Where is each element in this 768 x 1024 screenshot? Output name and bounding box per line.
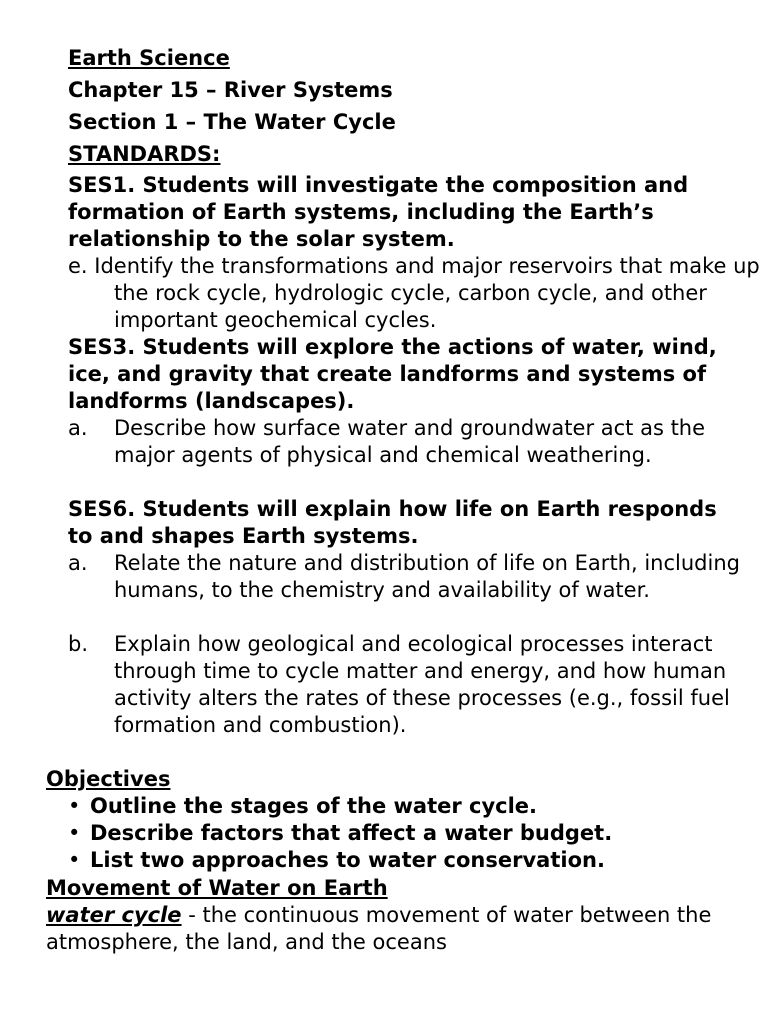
bullet-icon: •	[68, 848, 81, 872]
definition-text: - the continuous movement of water between the atmosphere, the land, and the oceans	[46, 903, 712, 954]
standard-ses3-title: SES3. Students will explore the actions of water, wind, ice, and gravity that create landforms and systems of landforms (landscapes).	[68, 335, 717, 413]
bullet-icon: •	[68, 794, 81, 818]
list-item-text: Describe how surface water and groundwater act as the major agents of physical and chemical weathering.	[114, 416, 706, 467]
objective-text: List two approaches to water conservation.	[90, 848, 605, 872]
list-marker: a.	[68, 416, 88, 440]
standard-ses1-item-e: e. Identify the transformations and major reservoirs that make up the rock cycle, hydrologic cycle, carbon cycle, and other important geochemical cycles.	[68, 254, 760, 332]
water-cycle-definition	[46, 902, 736, 956]
standard-ses6-item-a	[68, 550, 748, 604]
standard-ses1-title: SES1. Students will investigate the composition and formation of Earth systems, including the Earth’s relationship to the solar system.	[68, 173, 689, 251]
objective-text: Outline the stages of the water cycle.	[90, 794, 538, 818]
bullet-icon: •	[68, 821, 81, 845]
chapter-title: Chapter 15 – River Systems	[68, 78, 393, 102]
standards-heading: STANDARDS:	[68, 142, 221, 166]
list-item-text: Explain how geological and ecological processes interact through time to cycle matter and energy, and how human activity alters the rates of these processes (e.g., fossil fuel formation and combustion).	[114, 632, 730, 737]
objectives-heading: Objectives	[46, 767, 171, 791]
section-title: Section 1 – The Water Cycle	[68, 110, 396, 134]
standard-ses6-item-b	[68, 631, 748, 739]
term-water-cycle: water cycle	[46, 903, 182, 927]
list-marker: a.	[68, 551, 88, 575]
objective-item	[68, 820, 612, 847]
list-marker: b.	[68, 632, 89, 656]
objective-item	[68, 847, 605, 874]
objective-text: Describe factors that affect a water budget.	[90, 821, 613, 845]
course-title: Earth Science	[68, 46, 230, 70]
list-item-text: Relate the nature and distribution of life on Earth, including humans, to the chemistry and availability of water.	[114, 551, 740, 602]
objective-item	[68, 793, 537, 820]
movement-heading: Movement of Water on Earth	[46, 876, 388, 900]
standard-ses6-title: SES6. Students will explain how life on Earth responds to and shapes Earth systems.	[68, 497, 717, 548]
standard-ses3-item-a	[68, 415, 748, 469]
